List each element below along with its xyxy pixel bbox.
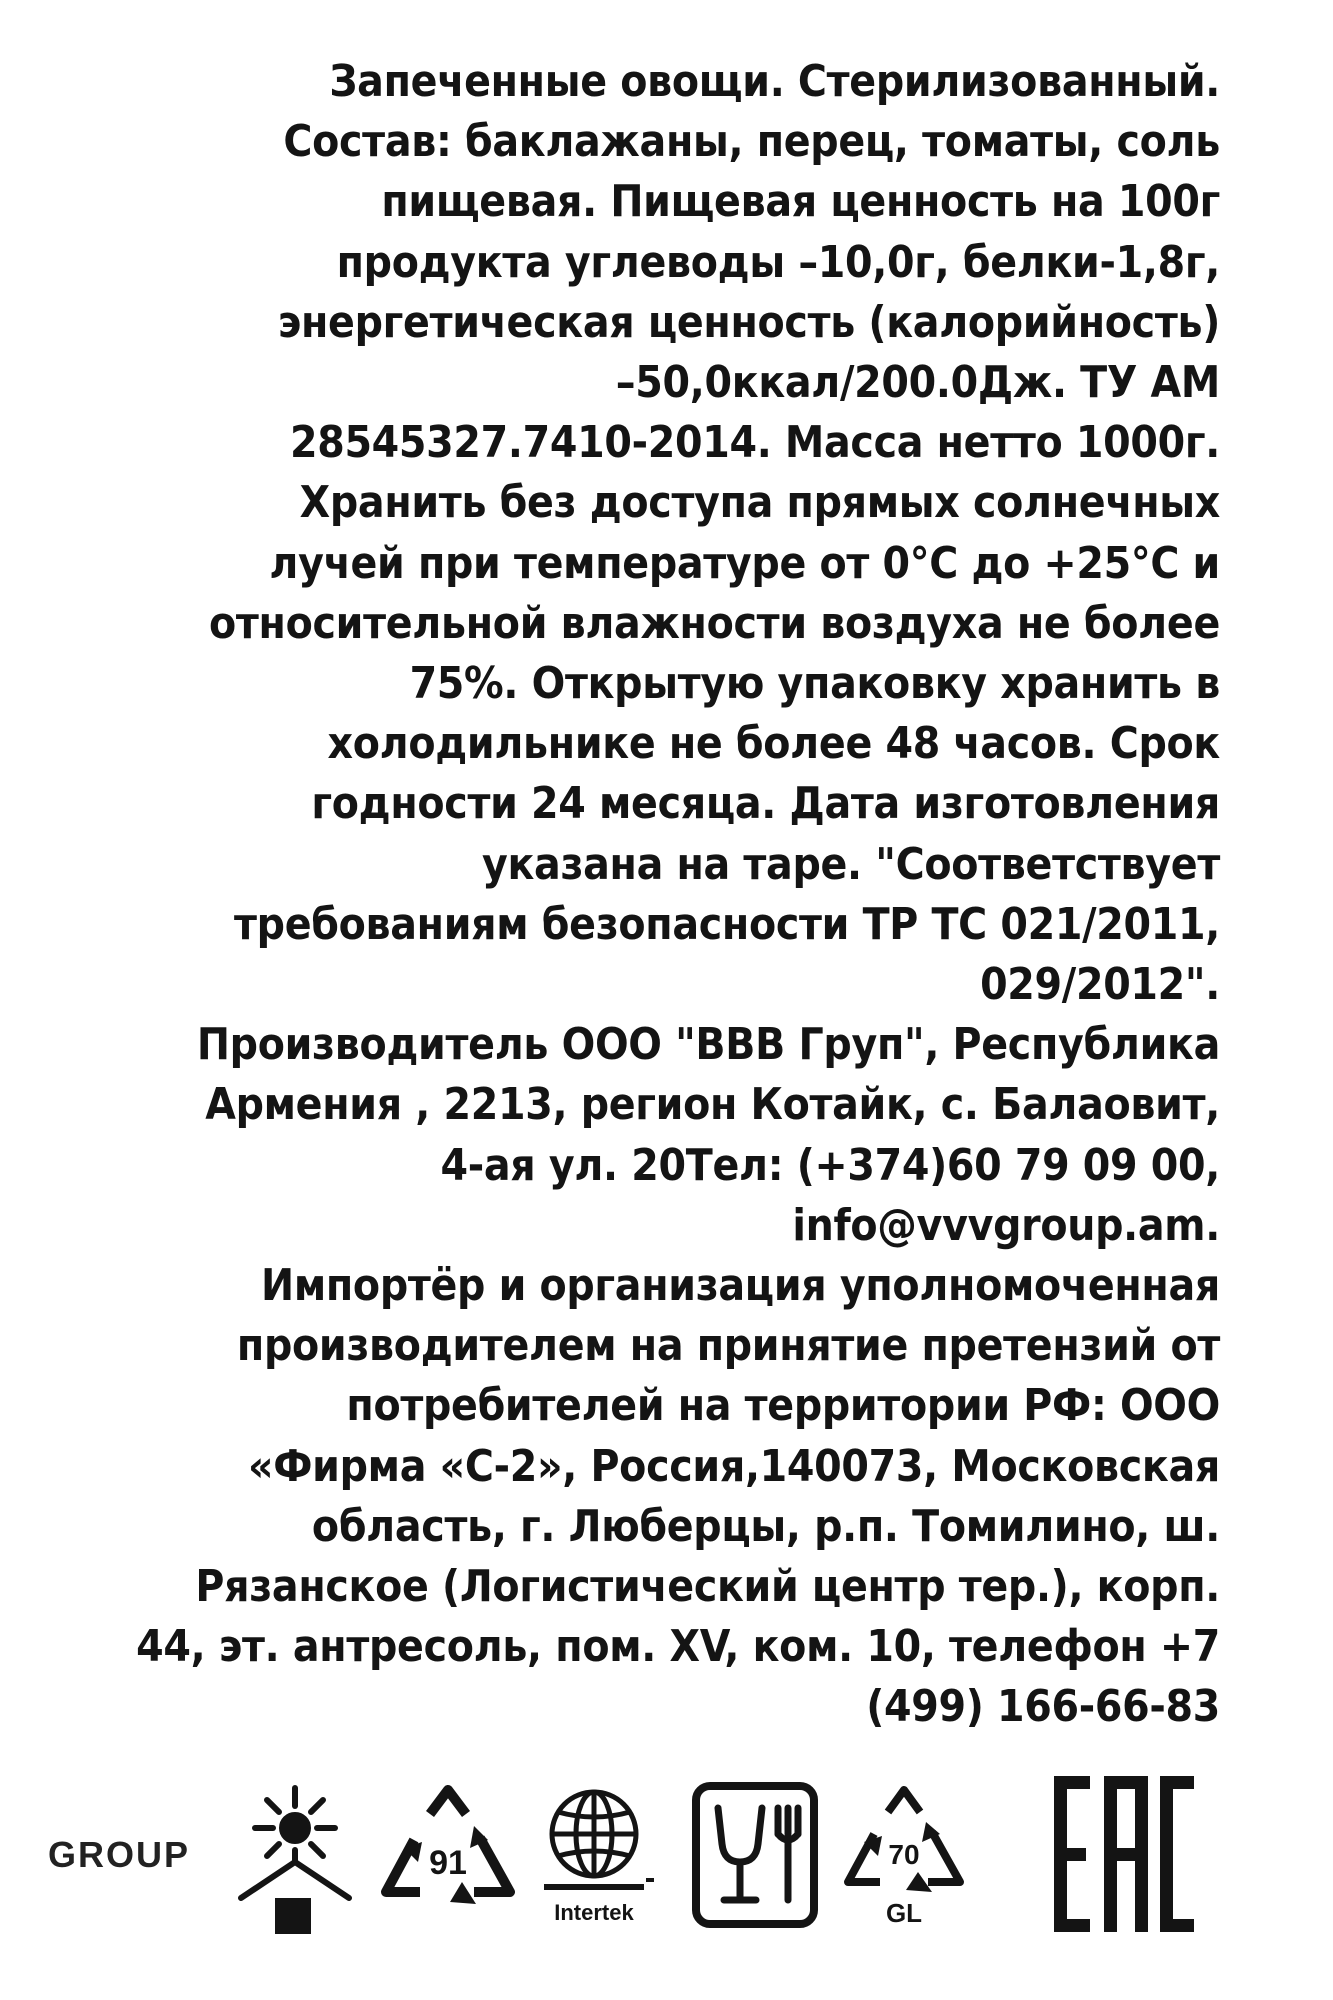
label-line: Хранить без доступа прямых солнечных	[299, 477, 1220, 529]
label-line: пищевая. Пищевая ценность на 100г	[381, 176, 1220, 228]
label-line: производителем на принятие претензий от	[236, 1320, 1220, 1372]
label-line: Запеченные овощи. Стерилизованный.	[329, 56, 1220, 107]
eac-mark-icon	[1050, 1770, 1200, 1940]
label-line: энергетическая ценность (калорийность)	[277, 296, 1220, 348]
label-line: продукта углеводы –10,0г, белки-1,8г,	[336, 236, 1220, 288]
label-line: 28545327.7410-2014. Масса нетто 1000г.	[289, 417, 1220, 469]
label-line: указана на таре. "Соответствует	[481, 838, 1220, 890]
group-text: GROUP	[48, 1834, 191, 1875]
label-line: «Фирма «С-2», Россия,140073, Московская	[247, 1440, 1220, 1492]
label-line: Рязанское (Логистический центр тер.), корп.	[195, 1561, 1220, 1613]
recycle-material-gl: GL	[885, 1898, 923, 1928]
symbols-row	[40, 1760, 1270, 1960]
label-line: область, г. Люберцы, р.п. Томилино, ш.	[311, 1500, 1220, 1552]
label-line: годности 24 месяца. Дата изготовления	[311, 778, 1220, 830]
label-line: info@vvvgroup.am.	[792, 1199, 1220, 1251]
recycle-70-gl-icon	[840, 1782, 970, 1932]
intertek-label: Intertek	[554, 1900, 634, 1925]
recycle-code-91: 91	[429, 1844, 467, 1882]
recycle-code-70: 70	[888, 1839, 920, 1870]
label-text-block	[60, 52, 1220, 1738]
label-line: Армения , 2213, регион Котайк, с. Балаовит,	[205, 1079, 1220, 1131]
food-contact-glass-fork-icon	[690, 1780, 820, 1930]
label-line: холодильнике не более 48 часов. Срок	[327, 718, 1220, 770]
label-line: (499) 166-66-83	[866, 1681, 1220, 1733]
recycle-91-icon	[378, 1782, 518, 1922]
label-line: 44, эт. антресоль, пом. XV, ком. 10, телефон +7	[136, 1621, 1220, 1673]
label-line: лучей при температуре от 0°С до +25°С и	[269, 537, 1220, 589]
label-line: потребителей на территории РФ: ООО	[346, 1380, 1220, 1432]
label-line: Производитель ООО "ВВВ Груп", Республика	[196, 1019, 1220, 1071]
label-line: Состав: баклажаны, перец, томаты, соль	[283, 116, 1220, 168]
label-line: 75%. Открытую упаковку хранить в	[409, 658, 1220, 710]
label-line: требованиям безопасности ТР ТС 021/2011,	[234, 898, 1220, 950]
intertek-globe-icon	[538, 1782, 658, 1932]
label-line: –50,0ккал/200.0Дж. ТУ АМ	[615, 357, 1220, 409]
keep-away-from-sunlight-icon	[235, 1780, 355, 1940]
label-line: 4-ая ул. 20Тел: (+374)60 79 09 00,	[440, 1139, 1220, 1191]
label-line: 029/2012".	[980, 959, 1220, 1011]
label-line: Импортёр и организация уполномоченная	[260, 1260, 1220, 1312]
label-line: относительной влажности воздуха не более	[209, 597, 1220, 649]
